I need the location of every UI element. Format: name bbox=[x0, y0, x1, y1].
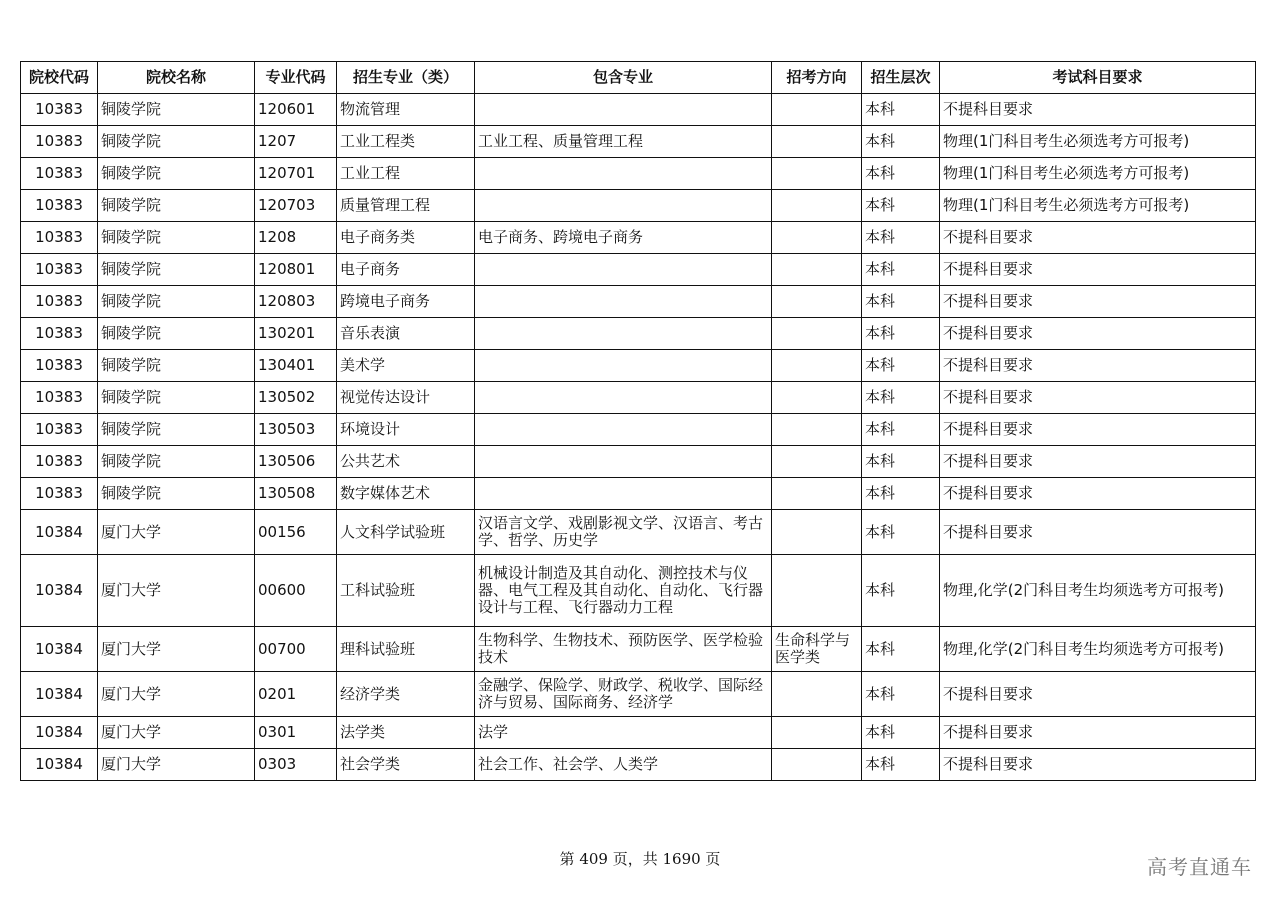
table-row bbox=[21, 672, 1256, 717]
school-code-cell: 10384 bbox=[21, 627, 98, 672]
school-code-cell: 10383 bbox=[21, 190, 98, 222]
subject-requirement-cell: 不提科目要求 bbox=[940, 318, 1256, 350]
school-code-cell: 10384 bbox=[21, 555, 98, 627]
direction-cell bbox=[772, 158, 862, 190]
col-header-major-code: 专业代码 bbox=[255, 62, 337, 94]
subject-requirement-cell: 不提科目要求 bbox=[940, 510, 1256, 555]
table-header-row bbox=[21, 62, 1256, 94]
table-row bbox=[21, 158, 1256, 190]
school-name-cell: 厦门大学 bbox=[98, 555, 255, 627]
school-code-cell: 10383 bbox=[21, 318, 98, 350]
major-cell: 工科试验班 bbox=[337, 555, 475, 627]
table-row bbox=[21, 510, 1256, 555]
major-code-cell: 00700 bbox=[255, 627, 337, 672]
major-code-cell: 130506 bbox=[255, 446, 337, 478]
table-row bbox=[21, 446, 1256, 478]
included-majors-cell bbox=[475, 350, 772, 382]
level-cell: 本科 bbox=[862, 254, 940, 286]
level-cell: 本科 bbox=[862, 94, 940, 126]
direction-cell bbox=[772, 222, 862, 254]
table-row bbox=[21, 414, 1256, 446]
major-code-cell: 120803 bbox=[255, 286, 337, 318]
major-cell: 质量管理工程 bbox=[337, 190, 475, 222]
table-row bbox=[21, 254, 1256, 286]
school-name-cell: 铜陵学院 bbox=[98, 158, 255, 190]
major-cell: 音乐表演 bbox=[337, 318, 475, 350]
school-code-cell: 10383 bbox=[21, 382, 98, 414]
table-row bbox=[21, 382, 1256, 414]
col-header-level: 招生层次 bbox=[862, 62, 940, 94]
subject-requirement-cell: 物理,化学(2门科目考生均须选考方可报考) bbox=[940, 555, 1256, 627]
subject-requirement-cell: 物理(1门科目考生必须选考方可报考) bbox=[940, 126, 1256, 158]
included-majors-cell bbox=[475, 94, 772, 126]
major-code-cell: 120701 bbox=[255, 158, 337, 190]
major-cell: 社会学类 bbox=[337, 749, 475, 781]
subject-requirement-cell: 不提科目要求 bbox=[940, 478, 1256, 510]
subject-requirement-cell: 不提科目要求 bbox=[940, 749, 1256, 781]
major-code-cell: 120601 bbox=[255, 94, 337, 126]
school-code-cell: 10383 bbox=[21, 222, 98, 254]
included-majors-cell bbox=[475, 414, 772, 446]
major-code-cell: 120703 bbox=[255, 190, 337, 222]
included-majors-cell bbox=[475, 158, 772, 190]
level-cell: 本科 bbox=[862, 286, 940, 318]
major-cell: 环境设计 bbox=[337, 414, 475, 446]
level-cell: 本科 bbox=[862, 478, 940, 510]
direction-cell bbox=[772, 414, 862, 446]
included-majors-cell: 法学 bbox=[475, 717, 772, 749]
direction-cell bbox=[772, 254, 862, 286]
school-name-cell: 铜陵学院 bbox=[98, 382, 255, 414]
included-majors-cell: 工业工程、质量管理工程 bbox=[475, 126, 772, 158]
school-name-cell: 铜陵学院 bbox=[98, 222, 255, 254]
school-code-cell: 10383 bbox=[21, 286, 98, 318]
included-majors-cell bbox=[475, 190, 772, 222]
major-cell: 公共艺术 bbox=[337, 446, 475, 478]
table-row bbox=[21, 555, 1256, 627]
level-cell: 本科 bbox=[862, 190, 940, 222]
school-code-cell: 10383 bbox=[21, 350, 98, 382]
school-code-cell: 10383 bbox=[21, 414, 98, 446]
table-row bbox=[21, 350, 1256, 382]
school-code-cell: 10383 bbox=[21, 254, 98, 286]
direction-cell bbox=[772, 286, 862, 318]
school-code-cell: 10383 bbox=[21, 158, 98, 190]
major-cell: 经济学类 bbox=[337, 672, 475, 717]
major-cell: 视觉传达设计 bbox=[337, 382, 475, 414]
major-code-cell: 130401 bbox=[255, 350, 337, 382]
subject-requirement-cell: 不提科目要求 bbox=[940, 350, 1256, 382]
school-name-cell: 铜陵学院 bbox=[98, 350, 255, 382]
col-header-direction: 招考方向 bbox=[772, 62, 862, 94]
major-code-cell: 130503 bbox=[255, 414, 337, 446]
subject-requirement-cell: 不提科目要求 bbox=[940, 222, 1256, 254]
included-majors-cell: 社会工作、社会学、人类学 bbox=[475, 749, 772, 781]
subject-requirement-cell: 不提科目要求 bbox=[940, 414, 1256, 446]
level-cell: 本科 bbox=[862, 222, 940, 254]
school-name-cell: 厦门大学 bbox=[98, 510, 255, 555]
school-code-cell: 10383 bbox=[21, 446, 98, 478]
included-majors-cell: 生物科学、生物技术、预防医学、医学检验技术 bbox=[475, 627, 772, 672]
major-cell: 数字媒体艺术 bbox=[337, 478, 475, 510]
school-code-cell: 10384 bbox=[21, 749, 98, 781]
table-row bbox=[21, 94, 1256, 126]
table-row bbox=[21, 286, 1256, 318]
table-body bbox=[21, 94, 1256, 781]
school-name-cell: 铜陵学院 bbox=[98, 286, 255, 318]
level-cell: 本科 bbox=[862, 510, 940, 555]
major-code-cell: 00600 bbox=[255, 555, 337, 627]
included-majors-cell bbox=[475, 382, 772, 414]
included-majors-cell bbox=[475, 318, 772, 350]
major-code-cell: 00156 bbox=[255, 510, 337, 555]
major-cell: 电子商务 bbox=[337, 254, 475, 286]
level-cell: 本科 bbox=[862, 126, 940, 158]
table-row bbox=[21, 318, 1256, 350]
school-name-cell: 厦门大学 bbox=[98, 627, 255, 672]
table-row bbox=[21, 749, 1256, 781]
school-name-cell: 铜陵学院 bbox=[98, 318, 255, 350]
subject-requirement-cell: 不提科目要求 bbox=[940, 717, 1256, 749]
level-cell: 本科 bbox=[862, 749, 940, 781]
major-code-cell: 0201 bbox=[255, 672, 337, 717]
major-code-cell: 130201 bbox=[255, 318, 337, 350]
major-code-cell: 130502 bbox=[255, 382, 337, 414]
school-name-cell: 厦门大学 bbox=[98, 672, 255, 717]
school-name-cell: 铜陵学院 bbox=[98, 446, 255, 478]
major-code-cell: 0303 bbox=[255, 749, 337, 781]
subject-requirement-cell: 不提科目要求 bbox=[940, 94, 1256, 126]
watermark: 高考直通车 bbox=[1147, 855, 1252, 879]
direction-cell: 生命科学与医学类 bbox=[772, 627, 862, 672]
included-majors-cell: 电子商务、跨境电子商务 bbox=[475, 222, 772, 254]
subject-requirement-cell: 物理(1门科目考生必须选考方可报考) bbox=[940, 190, 1256, 222]
included-majors-cell: 汉语言文学、戏剧影视文学、汉语言、考古学、哲学、历史学 bbox=[475, 510, 772, 555]
direction-cell bbox=[772, 126, 862, 158]
major-cell: 法学类 bbox=[337, 717, 475, 749]
school-name-cell: 厦门大学 bbox=[98, 749, 255, 781]
included-majors-cell bbox=[475, 286, 772, 318]
col-header-major: 招生专业（类） bbox=[337, 62, 475, 94]
included-majors-cell: 机械设计制造及其自动化、测控技术与仪器、电气工程及其自动化、自动化、飞行器设计与工程、飞行器动力工程 bbox=[475, 555, 772, 627]
level-cell: 本科 bbox=[862, 350, 940, 382]
col-header-subject-requirement: 考试科目要求 bbox=[940, 62, 1256, 94]
table-row bbox=[21, 222, 1256, 254]
major-cell: 物流管理 bbox=[337, 94, 475, 126]
direction-cell bbox=[772, 350, 862, 382]
direction-cell bbox=[772, 318, 862, 350]
subject-requirement-cell: 不提科目要求 bbox=[940, 446, 1256, 478]
major-cell: 工业工程类 bbox=[337, 126, 475, 158]
major-cell: 电子商务类 bbox=[337, 222, 475, 254]
school-code-cell: 10383 bbox=[21, 126, 98, 158]
school-name-cell: 厦门大学 bbox=[98, 717, 255, 749]
school-name-cell: 铜陵学院 bbox=[98, 126, 255, 158]
major-cell: 人文科学试验班 bbox=[337, 510, 475, 555]
direction-cell bbox=[772, 672, 862, 717]
table-row bbox=[21, 717, 1256, 749]
subject-requirement-cell: 不提科目要求 bbox=[940, 672, 1256, 717]
col-header-school-name: 院校名称 bbox=[98, 62, 255, 94]
school-name-cell: 铜陵学院 bbox=[98, 478, 255, 510]
major-cell: 跨境电子商务 bbox=[337, 286, 475, 318]
included-majors-cell bbox=[475, 446, 772, 478]
direction-cell bbox=[772, 478, 862, 510]
admissions-table bbox=[20, 61, 1256, 781]
subject-requirement-cell: 物理(1门科目考生必须选考方可报考) bbox=[940, 158, 1256, 190]
direction-cell bbox=[772, 190, 862, 222]
subject-requirement-cell: 不提科目要求 bbox=[940, 382, 1256, 414]
major-cell: 美术学 bbox=[337, 350, 475, 382]
school-code-cell: 10383 bbox=[21, 94, 98, 126]
table-row bbox=[21, 126, 1256, 158]
page-number: 第 409 页，共 1690 页 bbox=[559, 850, 721, 868]
major-code-cell: 1207 bbox=[255, 126, 337, 158]
school-code-cell: 10384 bbox=[21, 510, 98, 555]
table-row bbox=[21, 478, 1256, 510]
major-code-cell: 130508 bbox=[255, 478, 337, 510]
major-cell: 工业工程 bbox=[337, 158, 475, 190]
level-cell: 本科 bbox=[862, 382, 940, 414]
col-header-included-majors: 包含专业 bbox=[475, 62, 772, 94]
direction-cell bbox=[772, 382, 862, 414]
direction-cell bbox=[772, 94, 862, 126]
major-code-cell: 1208 bbox=[255, 222, 337, 254]
direction-cell bbox=[772, 510, 862, 555]
level-cell: 本科 bbox=[862, 414, 940, 446]
included-majors-cell bbox=[475, 478, 772, 510]
school-code-cell: 10383 bbox=[21, 478, 98, 510]
school-code-cell: 10384 bbox=[21, 672, 98, 717]
school-name-cell: 铜陵学院 bbox=[98, 94, 255, 126]
school-name-cell: 铜陵学院 bbox=[98, 414, 255, 446]
level-cell: 本科 bbox=[862, 627, 940, 672]
level-cell: 本科 bbox=[862, 446, 940, 478]
included-majors-cell: 金融学、保险学、财政学、税收学、国际经济与贸易、国际商务、经济学 bbox=[475, 672, 772, 717]
school-name-cell: 铜陵学院 bbox=[98, 254, 255, 286]
direction-cell bbox=[772, 717, 862, 749]
subject-requirement-cell: 不提科目要求 bbox=[940, 286, 1256, 318]
table-row bbox=[21, 627, 1256, 672]
level-cell: 本科 bbox=[862, 672, 940, 717]
subject-requirement-cell: 不提科目要求 bbox=[940, 254, 1256, 286]
major-cell: 理科试验班 bbox=[337, 627, 475, 672]
table-row bbox=[21, 190, 1256, 222]
direction-cell bbox=[772, 446, 862, 478]
major-code-cell: 0301 bbox=[255, 717, 337, 749]
level-cell: 本科 bbox=[862, 158, 940, 190]
school-code-cell: 10384 bbox=[21, 717, 98, 749]
school-name-cell: 铜陵学院 bbox=[98, 190, 255, 222]
level-cell: 本科 bbox=[862, 717, 940, 749]
level-cell: 本科 bbox=[862, 318, 940, 350]
subject-requirement-cell: 物理,化学(2门科目考生均须选考方可报考) bbox=[940, 627, 1256, 672]
direction-cell bbox=[772, 555, 862, 627]
level-cell: 本科 bbox=[862, 555, 940, 627]
col-header-school-code: 院校代码 bbox=[21, 62, 98, 94]
major-code-cell: 120801 bbox=[255, 254, 337, 286]
included-majors-cell bbox=[475, 254, 772, 286]
direction-cell bbox=[772, 749, 862, 781]
